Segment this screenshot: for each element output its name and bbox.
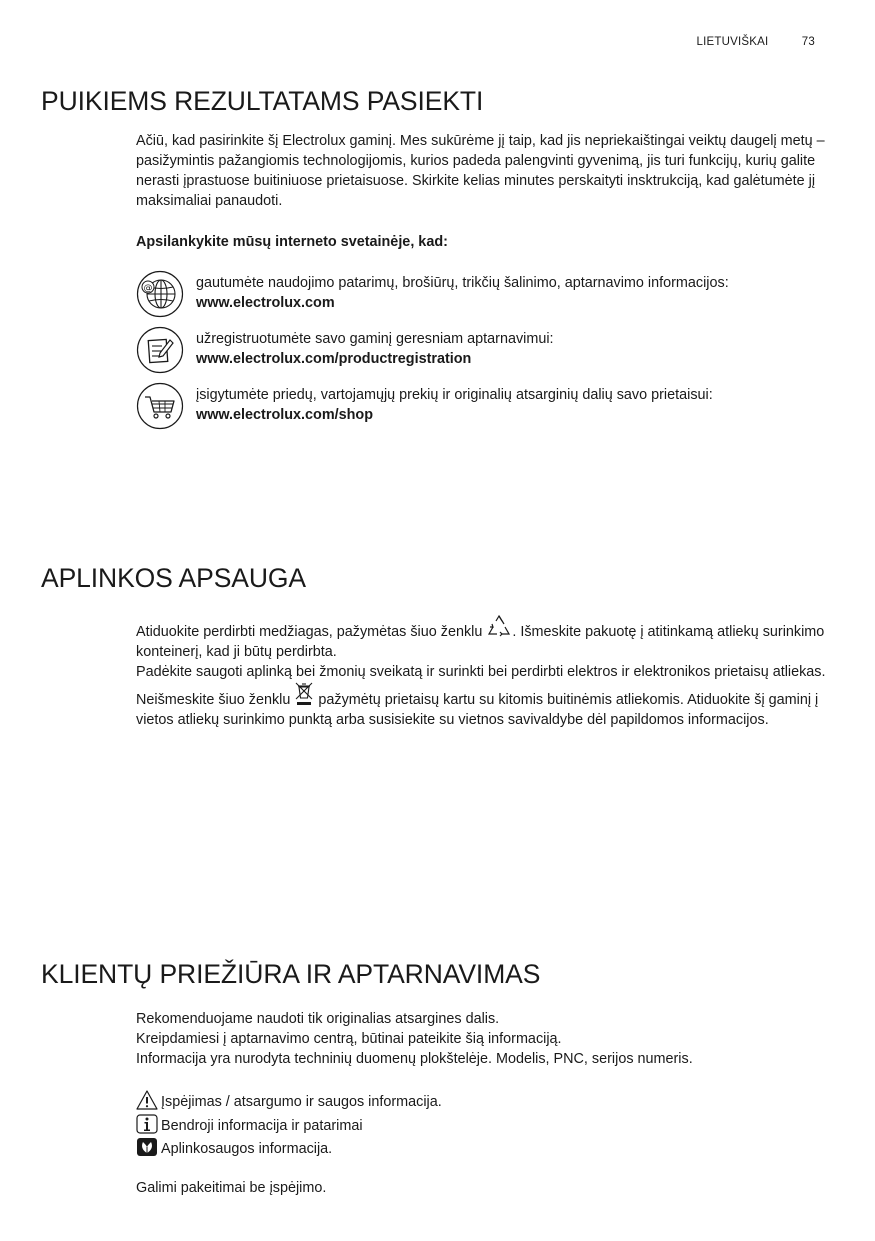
registration-link[interactable]: www.electrolux.com/productregistration xyxy=(196,351,472,367)
legend-environment: Aplinkosaugos informacija. xyxy=(136,1137,826,1161)
shop-link[interactable]: www.electrolux.com/shop xyxy=(196,407,373,423)
legend-warning: Įspėjimas / atsargumo ir saugos informacija. xyxy=(136,1090,826,1114)
symbols-legend xyxy=(136,1090,826,1161)
service-center-text: Kreipdamiesi į aptarnavimo centrą, būtinai pateikite šią informaciją. xyxy=(136,1031,562,1047)
intro-text: Ačiū, kad pasirinkite šį Electrolux gaminį. Mes sukūrėme jį taip, kad jis nepriekaištingai veiktų daugelį metų – pasižymintis pažangiomis technologijomis, kurios padeda palengvinti gyvenimą, jis turi funkcijų, kurių galite nerasti įprastuose buitiniuose prietaisuose. Skirkite kelias minutes perskaityti insktrukciją, kad galėtumėte jį maksimaliai panaudoti. xyxy=(136,133,825,209)
section-title-customer-care: KLIENTŲ PRIEŽIŪRA IR APTARNAVIMAS xyxy=(41,959,541,989)
changes-notice: Galimi pakeitimai be įspėjimo. xyxy=(136,1180,327,1196)
recycle-text-before: Atiduokite perdirbti medžiagas, pažymėtas šiuo ženklu xyxy=(136,624,483,640)
page-number: 73 xyxy=(801,36,815,48)
warning-icon xyxy=(136,1090,158,1110)
info-icon xyxy=(136,1114,158,1134)
support-text: gautumėte naudojimo patarimų, brošiūrų, trikčių šalinimo, aptarnavimo informacijos: xyxy=(196,275,729,291)
recycle-text-after: . Išmeskite pakuotę į atitinkamą atliekų surinkimo konteinerį, kad ji būtų perdirbta. xyxy=(136,624,825,660)
section-title-results: PUIKIEMS REZULTATAMS PASIEKTI xyxy=(41,86,484,116)
registration-icon xyxy=(136,326,184,374)
svg-text:@: @ xyxy=(143,283,153,294)
environment-paragraph xyxy=(136,614,826,730)
weee-text-after: pažymėtų prietaisų kartu su kitomis buitinėmis atliekomis. Atiduokite šį gaminį į vietos atliekų surinkimo punktą arba susisiekite su vietnos savivaldybe dėl papildomos informacijos. xyxy=(136,692,819,728)
intro-paragraph xyxy=(136,131,826,211)
support-link[interactable]: www.electrolux.com xyxy=(196,295,335,311)
rating-plate-text: Informacija yra nurodyta techninių duomenų plokštelėje. Modelis, PNC, serijos numeris. xyxy=(136,1051,693,1067)
environment-icon xyxy=(136,1137,158,1157)
weee-text-before: Padėkite saugoti aplinką bei žmonių sveikatą ir surinkti bei perdirbti elektros ir elektronikos prietaisų atliekas. Neišmeskite šiuo ženklu xyxy=(136,664,826,708)
crossed-bin-icon xyxy=(294,682,314,706)
section-title-environment: APLINKOS APSAUGA xyxy=(41,563,306,593)
shop-text: įsigytumėte priedų, vartojamųjų prekių ir originalių atsarginių dalių savo prietaisui: xyxy=(196,387,713,403)
registration-text: užregistruotumėte savo gaminį geresniam aptarnavimui: xyxy=(196,331,554,347)
website-item-registration xyxy=(136,326,836,376)
page-header xyxy=(697,36,815,48)
website-item-shop xyxy=(136,382,836,432)
visit-heading: Apsilankykite mūsų interneto svetainėje, kad: xyxy=(136,234,448,250)
shopping-cart-icon xyxy=(136,382,184,430)
spare-parts-text: Rekomenduojame naudoti tik originalias atsargines dalis. xyxy=(136,1011,500,1027)
customer-care-paragraph xyxy=(136,1009,826,1069)
website-item-support xyxy=(136,270,836,320)
globe-icon xyxy=(136,270,184,318)
legend-info: Bendroji informacija ir patarimai xyxy=(136,1114,826,1138)
recycle-icon xyxy=(486,614,512,638)
language-label: LIETUVIŠKAI xyxy=(696,36,769,48)
